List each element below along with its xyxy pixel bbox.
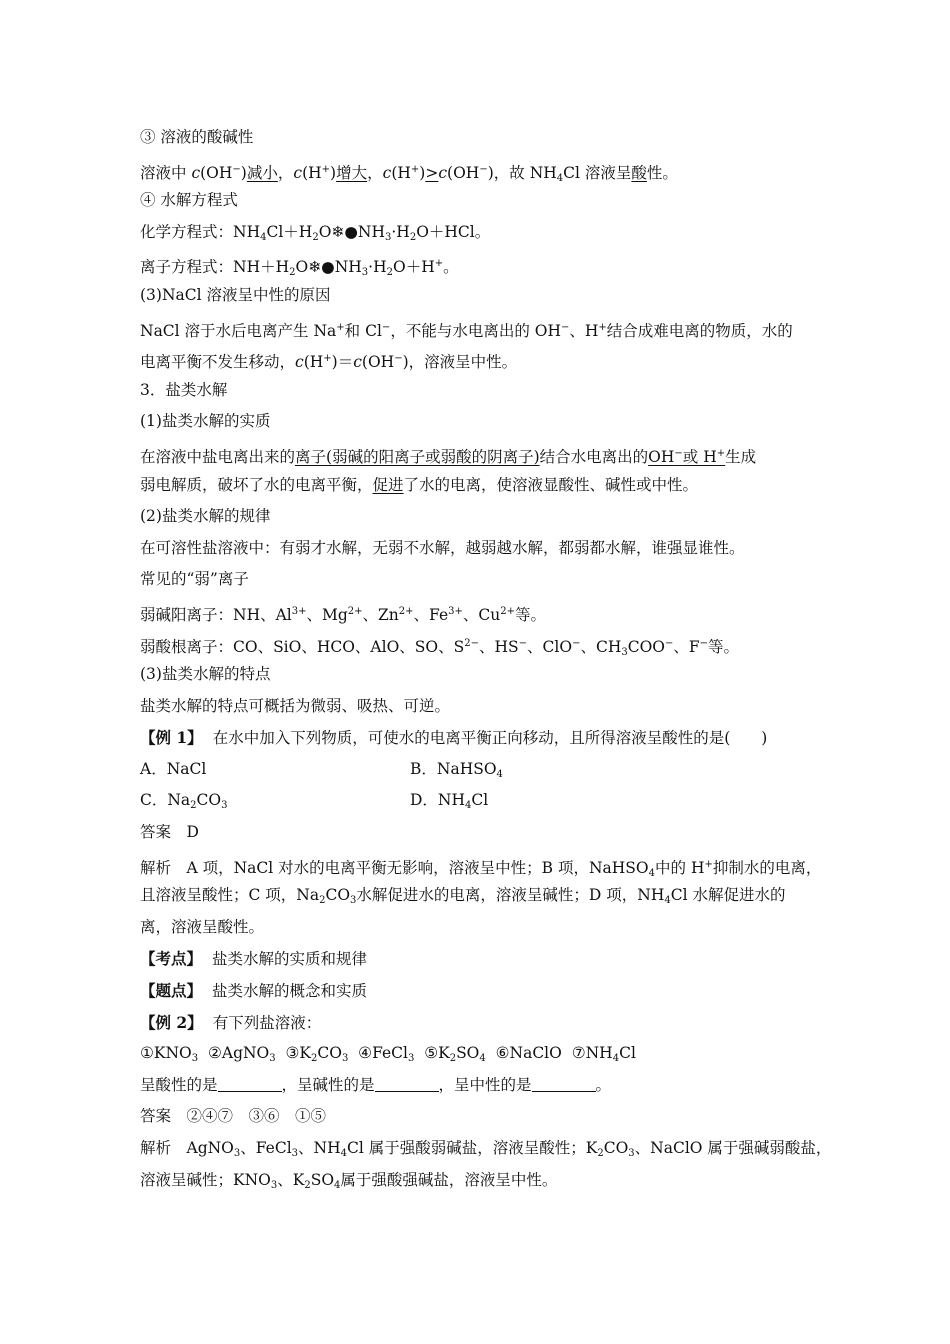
fill-answer: >: [425, 163, 439, 182]
section-heading: 3．盐类水解: [140, 380, 228, 399]
tag-label: 【题点】: [140, 981, 203, 1001]
chemical-equation: 化学方程式：$NH_4Cl+H_2O❄●NH_3\cdot H_2O+HCl$。: [140, 222, 491, 243]
heading-nacl: (3)NaCl 溶液呈中性的原因: [140, 285, 331, 304]
ionic-equation: 离子方程式：$NH+H_2O❄●NH_3\cdot H_2O+H^+$。: [140, 258, 459, 279]
tag-label: 【考点】: [140, 949, 203, 969]
analysis-line: 且溶液呈酸性；C 项，$Na_2CO_3$水解促进水的电离，溶液呈碱性；D 项，$NH_4Cl$ 水解促进水的: [140, 886, 786, 907]
document-page: [140, 122, 832, 1196]
fill-answer: 促进: [372, 475, 404, 494]
salt-list: $①KNO_3$ ②AgNO$_3$ $③K_2CO_3$ ④FeCl$_3$ $⑤K_2SO_4$ ⑥NaClO $⑦NH_4Cl$: [140, 1044, 636, 1065]
answer: 答案 D: [140, 823, 199, 842]
text-line: 在溶液中盐电离出来的离子(弱碱的阳离子或弱酸的阴离子)结合水电离出的OH−或 H+生成: [140, 447, 757, 466]
analysis-line: 溶液呈碱性；$KNO_3$、$K_2SO_4$属于强酸强碱盐，溶液呈中性。: [140, 1170, 558, 1191]
fill-answer: 离子(弱碱的阳离子或弱酸的阴离子): [295, 447, 540, 466]
text-line: 常见的“弱”离子: [140, 570, 249, 589]
fill-answer: 酸: [631, 163, 647, 182]
option-c: C．$Na_2CO_3$: [140, 791, 228, 812]
text-line: 弱电解质，破坏了水的电离平衡，促进了水的电离，使溶液显酸性、碱性或中性。: [140, 475, 699, 494]
answer: 答案 ②④⑦ ③⑥ ①⑤: [140, 1107, 327, 1126]
subsection-heading: (2)盐类水解的规律: [140, 507, 271, 526]
topic-point: 【题点】 盐类水解的概念和实质: [140, 981, 368, 1001]
fill-answer: 增大: [336, 163, 368, 182]
text-line: NaCl 溶于水后电离产生 Na+和 Cl−，不能与水电离出的 OH−、H+结合成难电离的物质，水的: [140, 321, 793, 340]
analysis-line: 解析 AgNO$_3$、FeCl$_3$、$NH_4Cl$ 属于强酸弱碱盐，溶液呈酸性；$K_2CO_3$、NaClO 属于强碱弱酸盐，: [140, 1139, 832, 1159]
answer-blank: [218, 1077, 282, 1092]
weak-base-cations: 弱碱阳离子：NH、$Al^{3+}$、$Mg^{2+}$、$Zn^{2+}$、$Fe^{3+}$、$Cu^{2+}$等。: [140, 605, 546, 624]
options-row: [140, 785, 820, 817]
option-a: A．NaCl: [140, 759, 207, 778]
text-line: 电离平衡不发生移动，c(H+)＝c(OH−)，溶液呈中性。: [140, 353, 518, 372]
options-row: [140, 754, 820, 786]
example-2-question: 【例 2】 有下列盐溶液：: [140, 1012, 322, 1032]
text-line: 在可溶性盐溶液中：有弱才水解，无弱不水解，越弱越水解，都弱都水解，谁强显谁性。: [140, 538, 745, 557]
subsection-heading: (3)盐类水解的特点: [140, 665, 271, 684]
fill-answer: OH−或 H+: [648, 447, 726, 466]
option-d: D．$NH_4Cl$: [410, 791, 489, 812]
heading-acidity: ③ 溶液的酸碱性: [140, 128, 254, 146]
example-tag: 【例 1】: [140, 728, 203, 748]
text-line: 盐类水解的特点可概括为微弱、吸热、可逆。: [140, 696, 451, 715]
analysis-line: 解析 A 项，NaCl 对水的电离平衡无影响，溶液呈中性；B 项，NaHSO$_4$中的 H+抑制水的电离，: [140, 858, 822, 879]
example-tag: 【例 2】: [140, 1012, 203, 1032]
option-b: B．NaHSO$_4$: [410, 759, 503, 780]
text-line: 溶液中 c(OH−)减小，c(H+)增大，c(H+)>c(OH−)，故 $NH_4Cl$ 溶液呈酸性。: [140, 163, 678, 184]
answer-blank: [375, 1077, 439, 1092]
analysis-line: 离，溶液呈酸性。: [140, 917, 265, 936]
example-1-question: 【例 1】 在水中加入下列物质，可使水的电离平衡正向移动，且所得溶液呈酸性的是( ): [140, 728, 768, 748]
question-blanks: 呈酸性的是 ，呈碱性的是 ，呈中性的是 。: [140, 1075, 612, 1094]
subsection-heading: (1)盐类水解的实质: [140, 412, 271, 431]
answer-blank: [532, 1077, 596, 1092]
fill-answer: 减小: [246, 163, 278, 182]
heading-equation: ④ 水解方程式: [140, 191, 238, 210]
weak-acid-anions: 弱酸根离子：CO、SiO、HCO、AlO、SO、$S^{2-}$、HS−、ClO−、$CH_3COO^-$、F−等。: [140, 637, 740, 658]
knowledge-point: 【考点】 盐类水解的实质和规律: [140, 949, 368, 969]
